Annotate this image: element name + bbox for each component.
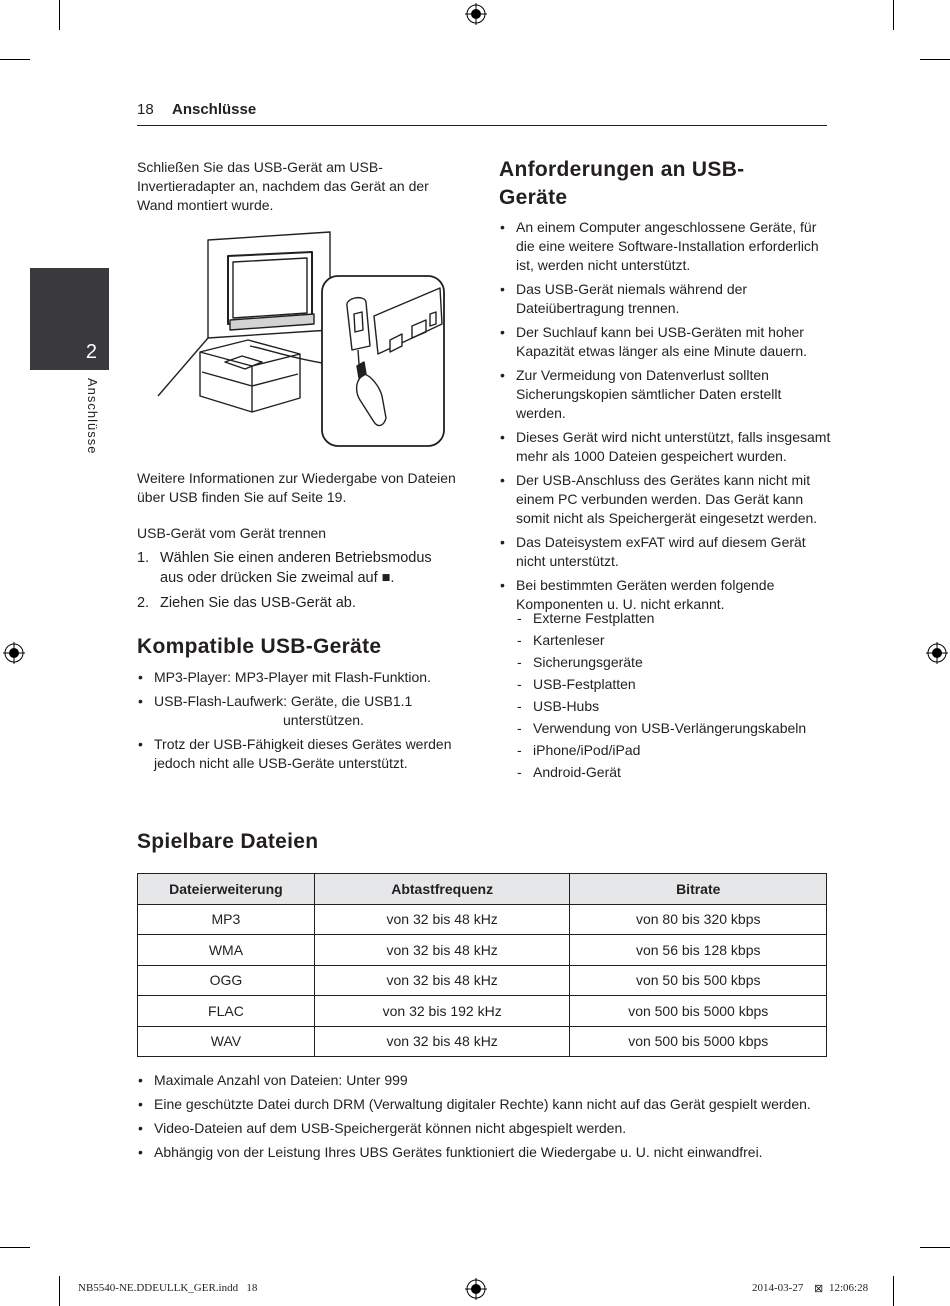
- playable-notes-list: [137, 1071, 837, 1167]
- list-item: - Externe Festplatten: [516, 609, 826, 628]
- list-item: - Sicherungsgeräte: [516, 653, 826, 672]
- list-item: • Eine geschützte Datei durch DRM (Verwaltung digitaler Rechte) kann nicht auf das Gerät gespielt werden.: [137, 1095, 837, 1114]
- chapter-label: Anschlüsse: [85, 378, 100, 455]
- table-cell: von 56 bis 128 kbps: [570, 935, 827, 966]
- page-number: 18: [137, 101, 154, 118]
- crop-mark: [59, 1276, 60, 1306]
- list-item: • Bei bestimmten Geräten werden folgende Komponenten u. U. nicht erkannt.: [499, 576, 831, 614]
- disconnect-steps: [137, 548, 457, 618]
- table-cell: von 32 bis 48 kHz: [314, 904, 570, 935]
- table-row: [138, 996, 827, 1027]
- crop-mark: [893, 1276, 894, 1306]
- registration-mark-icon: [465, 1278, 487, 1300]
- crop-mark: [0, 1247, 30, 1248]
- list-item: • Dieses Gerät wird nicht unterstützt, falls insgesamt mehr als 1000 Dateien gespeichert wurden.: [499, 428, 831, 466]
- column-header: Abtastfrequenz: [314, 874, 570, 905]
- list-item: - Android-Gerät: [516, 763, 826, 782]
- intro-paragraph: Schließen Sie das USB-Gerät am USB-Invertieradapter an, nachdem das Gerät an der Wand montiert wurde.: [137, 159, 429, 213]
- usb-requirements-list: [499, 218, 831, 619]
- table-cell: FLAC: [138, 996, 315, 1027]
- list-item: • Video-Dateien auf dem USB-Speichergerät können nicht abgespielt werden.: [137, 1119, 837, 1138]
- crop-mark: [920, 59, 950, 60]
- playable-files-table: [137, 873, 827, 1057]
- playable-files-title: Spielbare Dateien: [137, 830, 319, 853]
- chapter-number: 2: [85, 341, 97, 363]
- table-cell: von 32 bis 192 kHz: [314, 996, 570, 1027]
- table-cell: WMA: [138, 935, 315, 966]
- step-item: 2. Ziehen Sie das USB-Gerät ab.: [137, 595, 356, 611]
- registration-mark-icon: [3, 642, 25, 664]
- list-item: • Zur Vermeidung von Datenverlust sollten Sicherungskopien sämtlicher Daten erstellt werden.: [499, 366, 831, 423]
- list-item: • USB-Flash-Laufwerk: Geräte, die USB1.1 unterstützen.: [137, 692, 467, 730]
- table-row: [138, 904, 827, 935]
- list-item: • Das Dateisystem exFAT wird auf diesem Gerät nicht unterstützt.: [499, 533, 831, 571]
- list-item: - USB-Hubs: [516, 697, 826, 716]
- table-cell: von 500 bis 5000 kbps: [570, 1026, 827, 1057]
- crop-mark: [920, 1247, 950, 1248]
- list-item: - Verwendung von USB-Verlängerungskabeln: [516, 719, 826, 738]
- list-item: • An einem Computer angeschlossene Geräte, für die eine weitere Software-Installation erforderlich ist, werden nicht unterstützt.: [499, 218, 831, 275]
- list-item: • Das USB-Gerät niemals während der Dateiübertragung trennen.: [499, 280, 831, 318]
- list-item: • Maximale Anzahl von Dateien: Unter 999: [137, 1071, 837, 1090]
- table-row: [138, 965, 827, 996]
- column-header: Dateierweiterung: [138, 874, 315, 905]
- list-item: - USB-Festplatten: [516, 675, 826, 694]
- registration-mark-icon: [926, 642, 948, 664]
- table-cell: von 50 bis 500 kbps: [570, 965, 827, 996]
- footer-date: 2014-03-27: [752, 1282, 804, 1294]
- table-row: [138, 935, 827, 966]
- table-cell: von 32 bis 48 kHz: [314, 935, 570, 966]
- more-info-paragraph: Weitere Informationen zur Wiedergabe von Dateien über USB finden Sie auf Seite 19.: [137, 470, 456, 505]
- list-item: • Der Suchlauf kann bei USB-Geräten mit hoher Kapazität etwas länger als eine Minute dauern.: [499, 323, 831, 361]
- compatible-devices-title: Kompatible USB-Geräte: [137, 635, 382, 658]
- page-header: [137, 100, 827, 126]
- chapter-tab: [30, 268, 109, 370]
- table-cell: WAV: [138, 1026, 315, 1057]
- footer-time-icon: ⊠: [814, 1283, 824, 1295]
- column-header: Bitrate: [570, 874, 827, 905]
- crop-mark: [893, 0, 894, 30]
- list-item: • MP3-Player: MP3-Player mit Flash-Funktion.: [137, 668, 467, 687]
- table-cell: von 32 bis 48 kHz: [314, 965, 570, 996]
- registration-mark-icon: [465, 3, 487, 25]
- crop-mark: [0, 59, 30, 60]
- compatible-devices-list: [137, 668, 467, 778]
- table-cell: von 32 bis 48 kHz: [314, 1026, 570, 1057]
- crop-mark: [59, 0, 60, 30]
- table-cell: OGG: [138, 965, 315, 996]
- list-item: • Abhängig von der Leistung Ihres UBS Gerätes funktioniert die Wiedergabe u. U. nicht einwandfrei.: [137, 1143, 837, 1162]
- list-item: - Kartenleser: [516, 631, 826, 650]
- list-item: • Trotz der USB-Fähigkeit dieses Gerätes werden jedoch nicht alle USB-Geräte unterstützt.: [137, 735, 467, 773]
- list-item: • Der USB-Anschluss des Gerätes kann nicht mit einem PC verbunden werden. Das Gerät kann somit nicht als Speichergerät eingesetzt werden.: [499, 471, 831, 528]
- table-cell: von 500 bis 5000 kbps: [570, 996, 827, 1027]
- unrecognized-components-list: [516, 609, 826, 785]
- disconnect-heading: USB-Gerät vom Gerät trennen: [137, 525, 327, 541]
- table-cell: von 80 bis 320 kbps: [570, 904, 827, 935]
- table-row: [138, 1026, 827, 1057]
- list-item: - iPhone/iPod/iPad: [516, 741, 826, 760]
- table-cell: MP3: [138, 904, 315, 935]
- section-title: Anschlüsse: [172, 101, 257, 118]
- footer-time: 12:06:28: [829, 1282, 869, 1294]
- table-header-row: [138, 874, 827, 905]
- step-item: 1. Wählen Sie einen anderen Betriebsmodus aus oder drücken Sie zweimal auf ■.: [137, 550, 432, 586]
- footer-filename: NB5540-NE.DDEULLK_GER.indd 18: [78, 1282, 258, 1294]
- usb-requirements-title: Anforderungen an USB-Geräte: [499, 158, 745, 209]
- wall-mount-usb-illustration: [150, 228, 450, 448]
